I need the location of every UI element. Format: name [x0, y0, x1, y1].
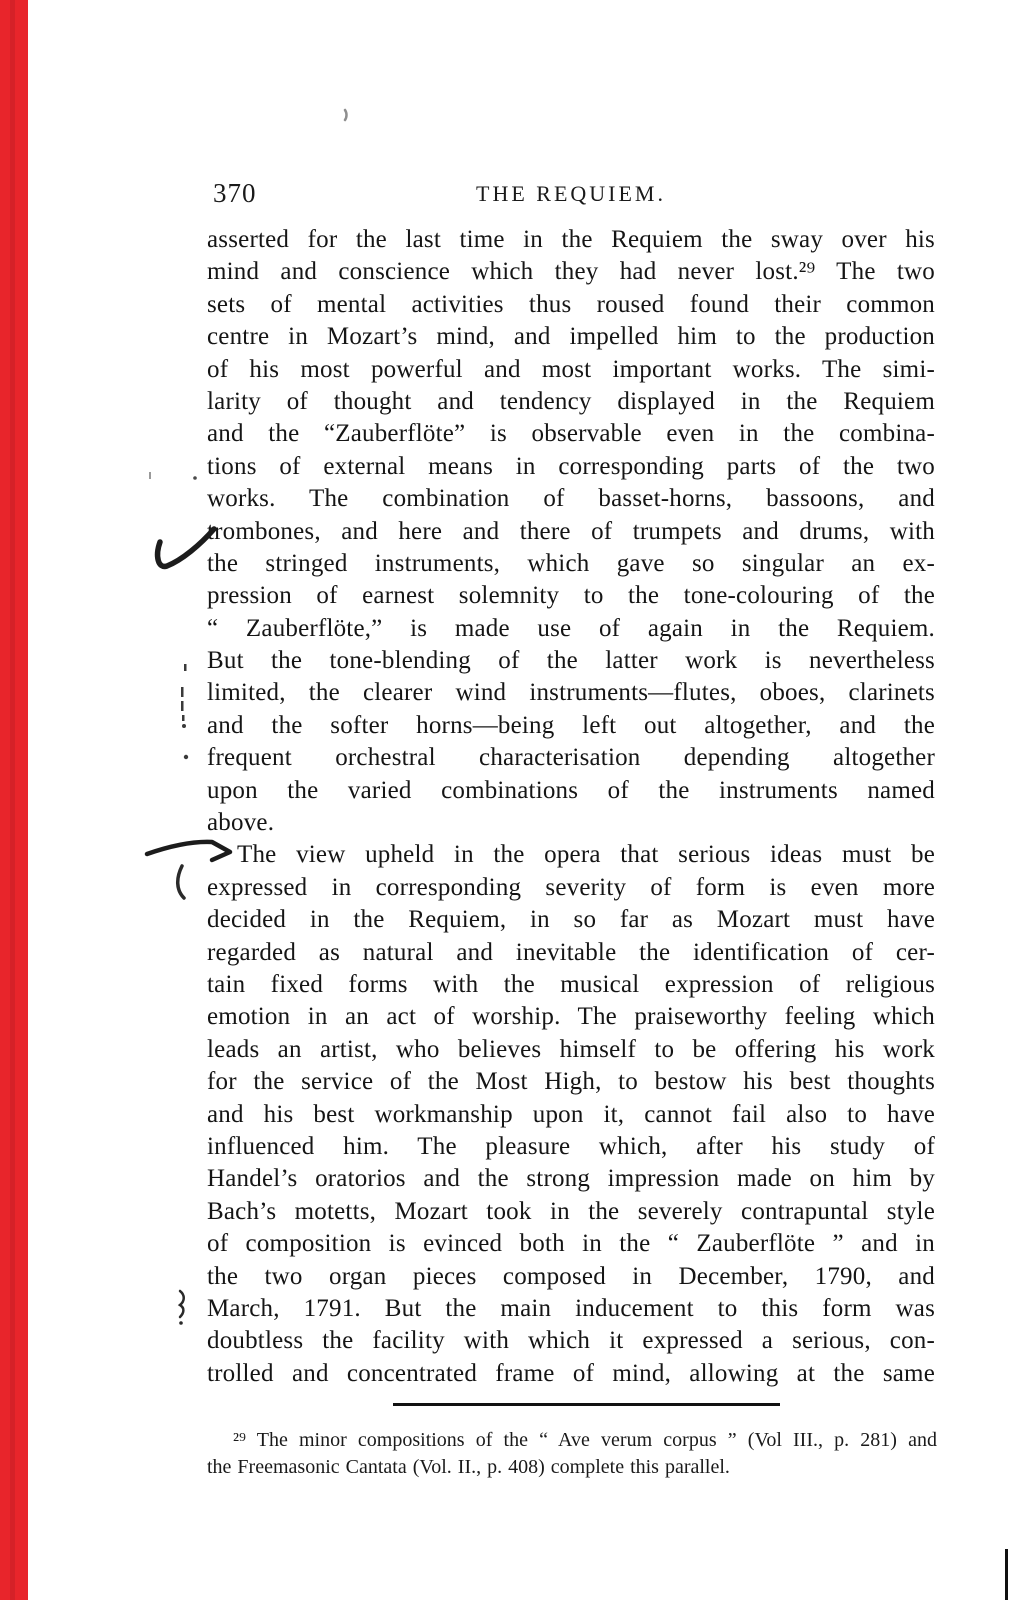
- body-line: above.: [207, 809, 275, 837]
- margin-check-mark: [158, 529, 214, 566]
- body-line: sets of mental activities thus roused found their common: [207, 290, 935, 318]
- footnote: [207, 1427, 937, 1480]
- body-line: pression of earnest solemnity to the tone-colouring of the: [207, 582, 935, 610]
- body-line: But the tone-blending of the latter work is nevertheless: [207, 647, 935, 675]
- running-title: THE REQUIEM.: [476, 181, 666, 206]
- body-line: the two organ pieces composed in December, 1790, and: [207, 1262, 935, 1290]
- body-line: centre in Mozart’s mind, and impelled him to the production: [207, 323, 935, 351]
- margin-brace-mark: [179, 1291, 184, 1325]
- top-speck: [345, 110, 347, 120]
- body-text: [207, 224, 935, 1390]
- body-line: expressed in corresponding severity of form is even more: [207, 873, 935, 901]
- body-line: mind and conscience which they had never lost.²⁹ The two: [207, 258, 935, 286]
- body-line: of his most powerful and most important works. The simi-: [207, 355, 935, 383]
- page-number: 370: [213, 178, 257, 208]
- body-line: Bach’s motetts, Mozart took in the severely contrapuntal style: [207, 1197, 935, 1225]
- body-line: decided in the Requiem, in so far as Mozart must have: [207, 906, 935, 934]
- body-line: works. The combination of basset-horns, bassoons, and: [207, 485, 935, 513]
- margin-l-mark: [178, 866, 184, 898]
- body-line: and the softer horns—being left out altogether, and the: [207, 711, 935, 739]
- body-line: regarded as natural and inevitable the identification of cer-: [207, 938, 935, 966]
- body-line: limited, the clearer wind instruments—flutes, oboes, clarinets: [207, 679, 935, 707]
- body-line: tain fixed forms with the musical expression of religious: [207, 970, 935, 998]
- body-line: asserted for the last time in the Requiem the sway over his: [207, 226, 935, 253]
- body-line: trolled and concentrated frame of mind, allowing at the same: [207, 1359, 935, 1387]
- body-line: leads an artist, who believes himself to be offering his work: [207, 1035, 935, 1063]
- body-line: and his best workmanship upon it, cannot fail also to have: [207, 1100, 935, 1128]
- body-line: for the service of the Most High, to bestow his best thoughts: [207, 1068, 935, 1096]
- footnote-rule: [393, 1403, 780, 1406]
- footnote-line: the Freemasonic Cantata (Vol. II., p. 408) complete this parallel.: [207, 1455, 730, 1478]
- body-line: upon the varied combinations of the instruments named: [207, 776, 935, 804]
- margin-dash-marks: [181, 664, 188, 759]
- body-line: “ Zauberflöte,” is made use of again in the Requiem.: [207, 614, 935, 642]
- body-line: frequent orchestral characterisation depending altogether: [207, 744, 935, 772]
- body-line: March, 1791. But the main inducement to this form was: [207, 1294, 935, 1322]
- scan-edge-red-bar-shade: [10, 0, 15, 1600]
- footnote-line: ²⁹ The minor compositions of the “ Ave verum corpus ” (Vol III., p. 281) and: [233, 1429, 937, 1451]
- body-line: tions of external means in corresponding parts of the two: [207, 452, 935, 480]
- body-line: emotion in an act of worship. The praiseworthy feeling which: [207, 1003, 935, 1031]
- body-line: and the “Zauberflöte” is observable even in the combina-: [207, 420, 935, 448]
- scan-edge-line: [1005, 1549, 1008, 1600]
- body-line: influenced him. The pleasure which, after his study of: [207, 1132, 935, 1160]
- body-line: Handel’s oratorios and the strong impression made on him by: [207, 1165, 935, 1193]
- body-line: larity of thought and tendency displayed in the Requiem: [207, 387, 935, 415]
- scan-edge-red-bar: [0, 0, 28, 1600]
- body-line: doubtless the facility with which it expressed a serious, con-: [207, 1327, 935, 1355]
- body-line: trombones, and here and there of trumpets and drums, with: [207, 517, 935, 545]
- body-line: of composition is evinced both in the “ Zauberflöte ” and in: [207, 1230, 935, 1258]
- body-line: the stringed instruments, which gave so singular an ex-: [207, 549, 935, 577]
- margin-dot: [149, 472, 197, 480]
- body-line: The view upheld in the opera that serious ideas must be: [237, 841, 935, 869]
